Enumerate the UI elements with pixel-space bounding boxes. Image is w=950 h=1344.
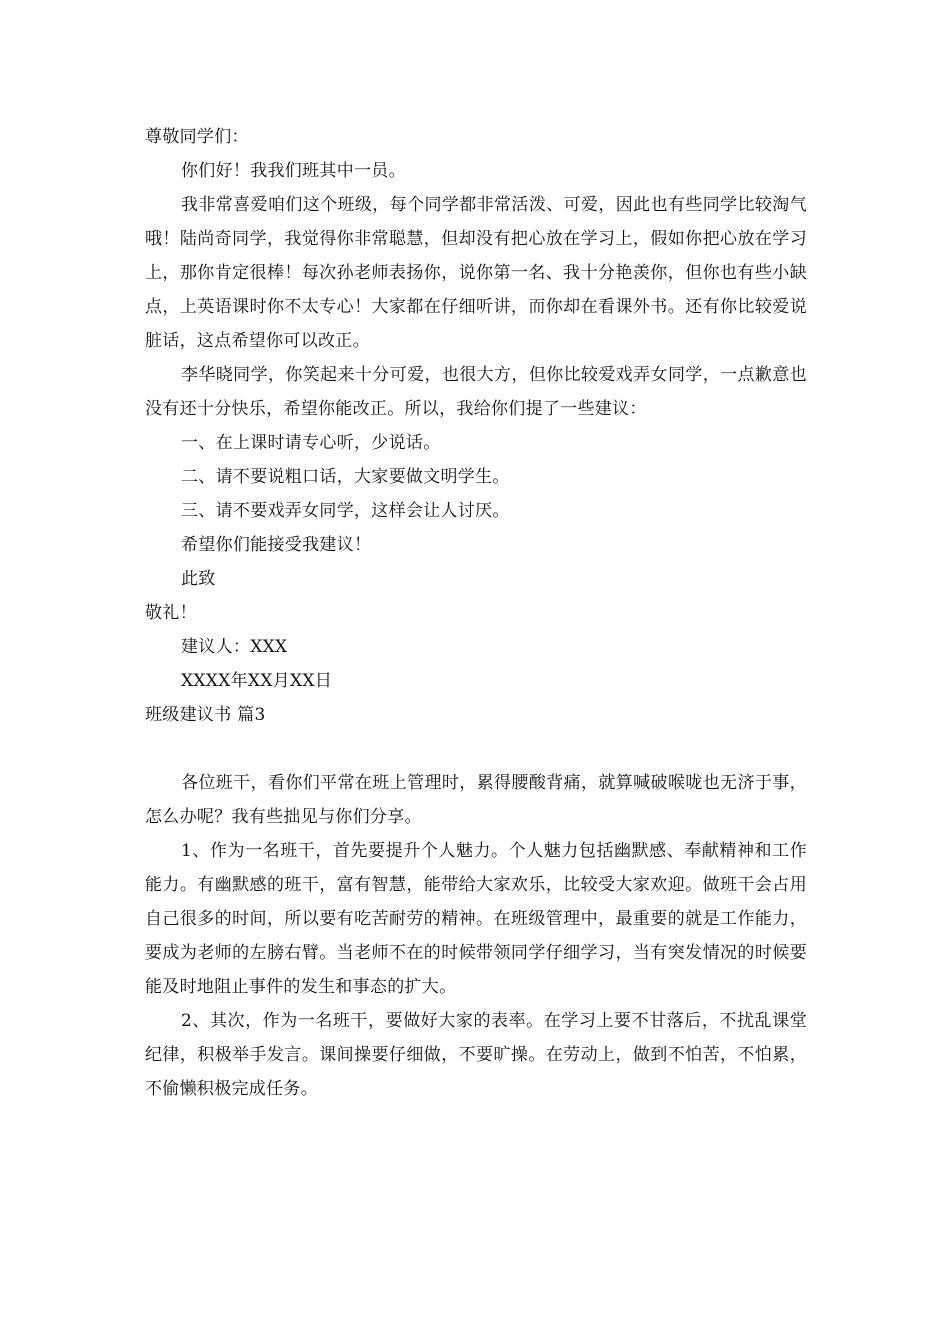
blank-line [145,732,807,766]
paragraph-intro: 各位班干，看你们平常在班上管理时，累得腰酸背痛，就算喊破喉咙也无济于事，怎么办呢？我有些拙见与你们分享。 [145,773,807,827]
date-line: XXXX年XX月XX日 [181,671,333,691]
salutation: 尊敬同学们： [145,127,249,147]
paragraph-point-2: 2、其次，作为一名班干，要做好大家的表率。在学习上要不甘落后，不扰乱课堂纪律，积极举手发言。课间操要仔细做，不要旷操。在劳动上，做到不怕苦，不怕累，不偷懒积极完成任务。 [145,1011,807,1099]
document-body [145,120,807,1106]
suggestion-item: 三、请不要戏弄女同学，这样会让人讨厌。 [181,501,510,521]
paragraph-lihuaxiao: 李华晓同学，你笑起来十分可爱，也很大方，但你比较爱戏弄女同学，一点歉意也没有还十分快乐，希望你能改正。所以，我给你们提了一些建议： [145,365,807,419]
suggestion-item: 二、请不要说粗口话，大家要做文明学生。 [181,467,510,487]
section-title: 班级建议书 篇3 [145,705,266,725]
signer-line: 建议人：XXX [181,637,288,657]
hope-line: 希望你们能接受我建议！ [181,535,372,555]
closing-jingli: 敬礼！ [145,603,197,623]
paragraph-classmates: 我非常喜爱咱们这个班级，每个同学都非常活泼、可爱，因此也有些同学比较淘气哦！陆尚奇同学，我觉得你非常聪慧，但却没有把心放在学习上，假如你把心放在学习上，那你肯定很棒！每次孙老师表扬你，说你第一名、我十分艳羡你，但你也有些小缺点，上英语课时你不太专心！大家都在仔细听讲，而你却在看课外书。还有你比较爱说脏话，这点希望你可以改正。 [145,195,807,351]
greeting: 你们好！我我们班其中一员。 [181,161,406,181]
suggestion-item: 一、在上课时请专心听，少说话。 [181,433,441,453]
paragraph-point-1: 1、作为一名班干，首先要提升个人魅力。个人魅力包括幽默感、奉献精神和工作能力。有幽默感的班干，富有智慧，能带给大家欢乐，比较受大家欢迎。做班干会占用自己很多的时间，所以要有吃苦耐劳的精神。在班级管理中，最重要的就是工作能力，要成为老师的左膀右臂。当老师不在的时候带领同学仔细学习，当有突发情况的时候要能及时地阻止事件的发生和事态的扩大。 [145,841,807,997]
closing-cizhi: 此致 [181,569,216,589]
